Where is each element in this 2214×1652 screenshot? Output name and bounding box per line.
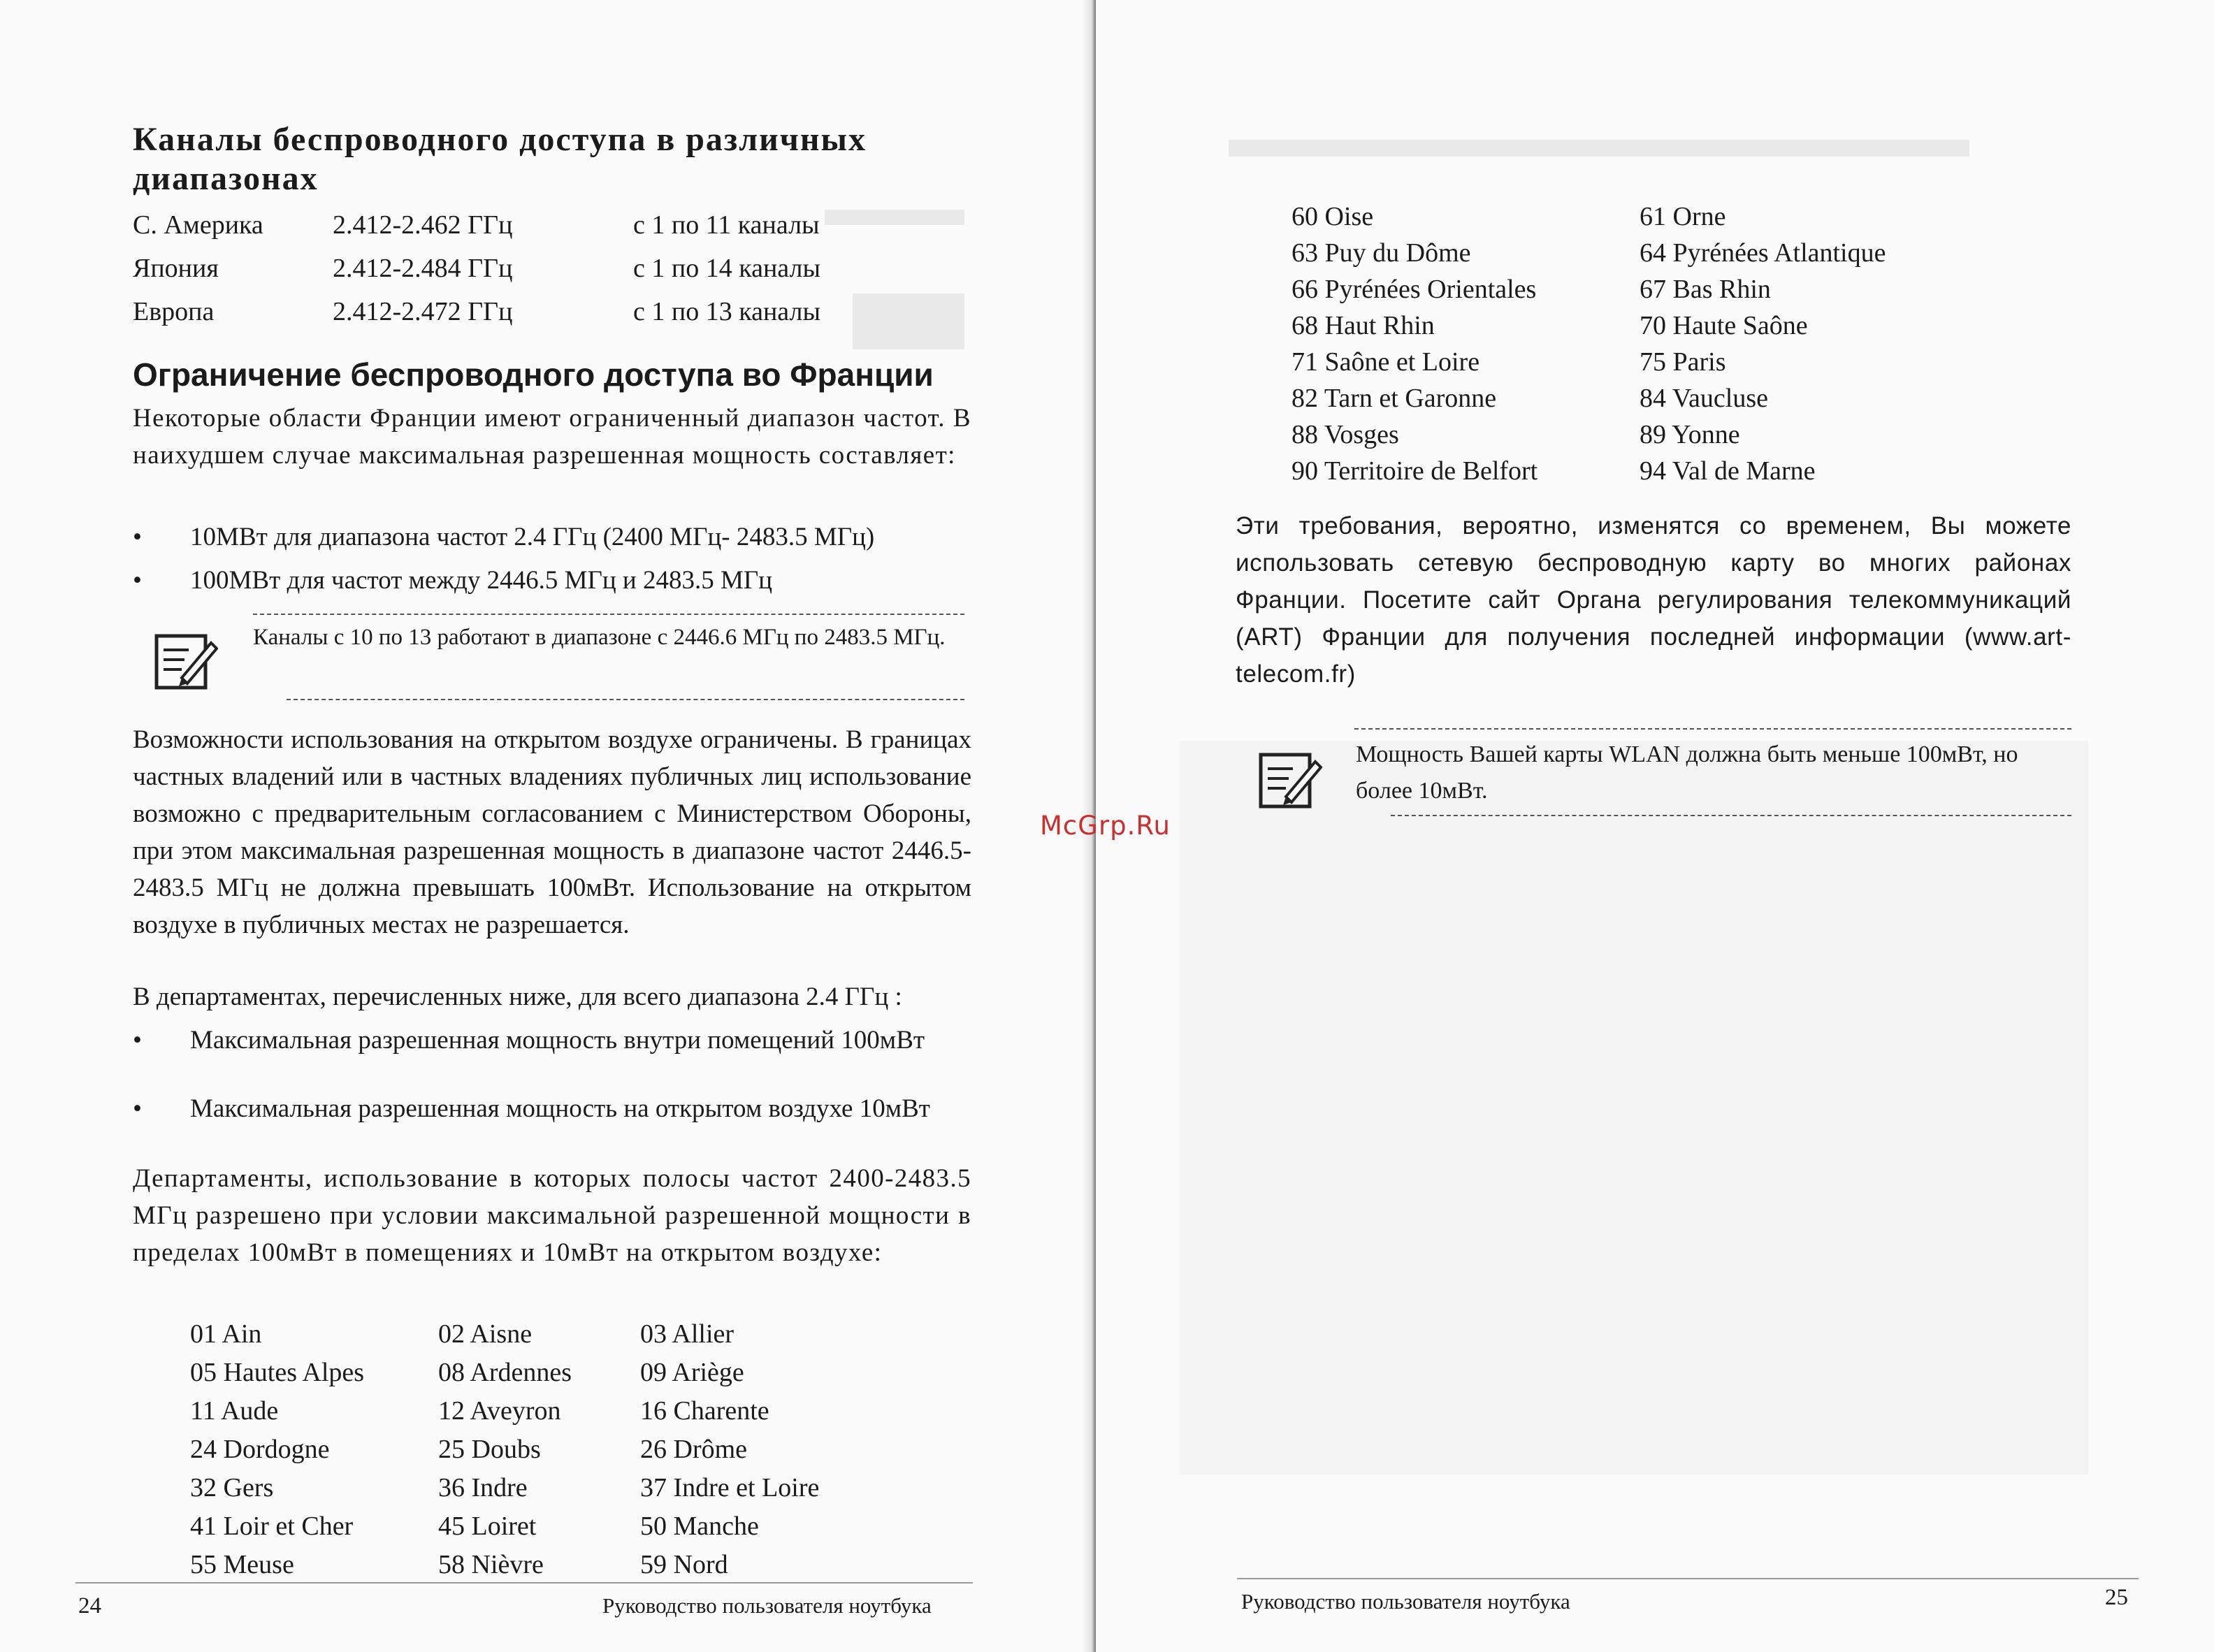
- note-divider: [253, 614, 964, 615]
- band-region: Япония: [133, 254, 219, 283]
- dept-row: [1292, 416, 1990, 453]
- dept-row: [1292, 344, 1990, 380]
- dept-item: 88 Vosges: [1292, 420, 1399, 449]
- dept-item: 84 Vaucluse: [1640, 384, 1768, 413]
- footer-title: Руководство пользователя ноутбука: [1241, 1589, 1570, 1614]
- note-pencil-icon: [154, 629, 218, 693]
- dept-item: 55 Meuse: [190, 1550, 294, 1579]
- outdoor-paragraph: Возможности использования на открытом воздухе ограничены. В границах частных владений или в частных владениях публичных лиц использование возможно с предварительным согласованием с Министерством Обороны, при этом максимальная разрешенная мощность в диапазоне частот 2446.5- 2483.5 МГц не должна превышать 100мВт. Использование на открытом воздухе в публичных местах не разрешается.: [133, 725, 971, 939]
- dept-item: 71 Saône et Loire: [1292, 347, 1480, 377]
- dept-item: 63 Puy du Dôme: [1292, 238, 1471, 268]
- dept-item: 89 Yonne: [1640, 420, 1740, 449]
- dept-row: [1292, 198, 1990, 235]
- dept-bullet-text: Максимальная разрешенная мощность на открытом воздухе 10мВт: [190, 1094, 930, 1123]
- departments-paragraph: Департаменты, использование в которых полосы частот 2400-2483.5 МГц разрешено при условии максимальной разрешенной мощности в пределах 100мВт в помещениях и 10мВт на открытом воздухе:: [133, 1164, 971, 1267]
- dept-bullet-text: Максимальная разрешенная мощность внутри помещений 100мВт: [190, 1026, 925, 1055]
- dept-row: [1292, 271, 1990, 307]
- france-heading: Ограничение беспроводного доступа во Франции: [133, 356, 934, 393]
- dept-row: [190, 1315, 980, 1353]
- dept-item: 02 Aisne: [438, 1319, 533, 1349]
- dept-row: [190, 1546, 980, 1584]
- band-row: [133, 291, 978, 333]
- dept-item: 67 Bas Rhin: [1640, 275, 1771, 304]
- dept-item: 03 Allier: [640, 1319, 735, 1349]
- dept-item: 11 Aude: [190, 1396, 279, 1426]
- dept-item: 60 Oise: [1292, 202, 1374, 231]
- band-region: Европа: [133, 297, 215, 326]
- dept-row: [1292, 307, 1990, 344]
- note-channels: Каналы с 10 по 13 работают в диапазоне с 2446.6 МГц по 2483.5 МГц.: [253, 625, 946, 650]
- dept-item: 09 Ariège: [640, 1358, 744, 1387]
- footer-rule: [75, 1582, 973, 1584]
- france-intro: Некоторые области Франции имеют ограниченный диапазон частот. В наихудшем случае максимальная разрешенная мощность составляет:: [133, 404, 971, 470]
- requirements-paragraph: Эти требования, вероятно, изменятся со временем, Вы можете использовать сетевую беспроводную карту во многих районах Франции. Посетите сайт Органа регулирования телекоммуникаций (ART) Франции для получения последней информации (www.art-telecom.fr): [1236, 512, 2071, 688]
- bleed-through: [1229, 140, 1969, 157]
- dept-item: 26 Drôme: [640, 1435, 748, 1464]
- bleed-through: [1180, 741, 2088, 1475]
- dept-item: 41 Loir et Cher: [190, 1512, 354, 1541]
- band-region: С. Америка: [133, 210, 263, 240]
- power-bullet-text: 10МВт для диапазона частот 2.4 ГГц (2400 МГц- 2483.5 МГц): [190, 523, 875, 551]
- dept-row: [1292, 235, 1990, 271]
- dept-row: [1292, 380, 1990, 416]
- note-wlan: Мощность Вашей карты WLAN должна быть меньше 100мВт, но более 10мВт.: [1356, 741, 2018, 804]
- band-row: [133, 247, 978, 289]
- dept-row: [190, 1392, 980, 1430]
- dept-item: 32 Gers: [190, 1473, 274, 1502]
- dept-item: 12 Aveyron: [438, 1396, 561, 1426]
- dept-item: 64 Pyrénées Atlantique: [1640, 238, 1886, 268]
- dept-item: 25 Doubs: [438, 1435, 541, 1464]
- band-range: 2.412-2.484 ГГц: [333, 254, 513, 283]
- dept-item: 90 Territoire de Belfort: [1292, 456, 1538, 486]
- dept-item: 58 Nièvre: [438, 1550, 544, 1579]
- dept-item: 94 Val de Marne: [1640, 456, 1816, 486]
- footer-title: Руководство пользователя ноутбука: [602, 1593, 932, 1618]
- watermark: McGrp.Ru: [1040, 811, 1171, 841]
- dept-row: [1292, 453, 1990, 489]
- channels-heading: Каналы беспроводного доступа в различных диапазонах: [133, 121, 867, 197]
- dept-item: 45 Loiret: [438, 1512, 537, 1541]
- note-pencil-icon: [1258, 748, 1322, 812]
- dept-item: 68 Haut Rhin: [1292, 311, 1435, 340]
- note-divider: [1354, 728, 2071, 730]
- dept-item: 59 Nord: [640, 1550, 728, 1579]
- dept-item: 24 Dordogne: [190, 1435, 330, 1464]
- note-divider: [287, 699, 964, 700]
- power-bullet-text: 100МВт для частот между 2446.5 МГц и 2483.5 МГц: [190, 566, 773, 595]
- band-range: 2.412-2.472 ГГц: [333, 297, 513, 326]
- dept-item: 75 Paris: [1640, 347, 1726, 377]
- left-page: Каналы беспроводного доступа в различных диапазонах С. Америка 2.412-2.462 ГГц с 1 по 11 каналы Япония 2.412-2.484 ГГц с 1 по 14 каналы Европа 2.412-2.472 ГГц с 1 по 13 каналы Ограничение беспроводного доступа во Франции Некоторые области Франции имеют ограниченный диапазон частот. В наихудшем случае максимальная разрешенная мощность составляет: • 10МВт для диапазона частот 2.4 ГГц (2400 МГц- 2483.5 МГц) • 100МВт для частот между 2446.5 МГц и 2483.5 МГц Каналы с 10 по 13 работают в диапазоне с 2446.6 МГц по 2483.5 МГц. Возможности использования на открытом воздухе ограничены. В границах частных владений или в частных владениях публичных лиц использование возможно с предварительным согласованием с Министерством Обороны, при этом максимальная разрешенная мощность в диапазоне частот 2446.5- 2483.5 МГц не должна превышать 100мВт. Использование на открытом воздухе в публичных местах не разрешается. В департаментах, перечисленных ниже, для всего диапазона 2.4 ГГц : • Максимальная разрешенная мощность внутри помещений 100мВт • Максимальная разрешенная мощность на открытом воздухе 10мВт Департаменты, использование в которых полосы частот 2400-2483.5 МГц разрешено при условии максимальной разрешенной мощности в пределах 100мВт в помещениях и 10мВт на открытом воздухе: 01 Ain 02 Aisne 03 Allier 05 Hautes Alpes 08 Ardennes 09 Ariège 11 Aude 12 Aveyron 16 Charente 24 Dordogne 25 Doubs 26 Drôme 32 Gers 36 Indre 37 Indre et Loire 41 Loir et Cher 45 Loiret 50 Manche 55 Meuse 58 Nièvre 59 Nord 24 Руководство пользователя ноутбука: [0, 0, 1094, 1652]
- dept-item: 37 Indre et Loire: [640, 1473, 820, 1502]
- dept-row: [190, 1430, 980, 1468]
- dept-item: 50 Manche: [640, 1512, 759, 1541]
- dept-item: 16 Charente: [640, 1396, 769, 1426]
- dept-item: 66 Pyrénées Orientales: [1292, 275, 1537, 304]
- band-row: [133, 204, 978, 246]
- dept-item: 61 Orne: [1640, 202, 1726, 231]
- dept-row: [190, 1354, 980, 1391]
- dept-item: 82 Tarn et Garonne: [1292, 384, 1497, 413]
- band-range: 2.412-2.462 ГГц: [333, 210, 513, 240]
- page-number: 25: [2105, 1585, 2128, 1610]
- note-divider: [1391, 815, 2071, 816]
- dept-item: 08 Ardennes: [438, 1358, 572, 1387]
- dept-item: 70 Haute Saône: [1640, 311, 1808, 340]
- dept-item: 01 Ain: [190, 1319, 262, 1349]
- band-channels: с 1 по 13 каналы: [633, 297, 820, 326]
- band-channels: с 1 по 11 каналы: [633, 210, 820, 240]
- band-channels: с 1 по 14 каналы: [633, 254, 820, 283]
- page-number: 24: [78, 1593, 101, 1618]
- departments-intro: В департаментах, перечисленных ниже, для всего диапазона 2.4 ГГц :: [133, 983, 902, 1011]
- dept-item: 05 Hautes Alpes: [190, 1358, 365, 1387]
- dept-row: [190, 1507, 980, 1545]
- dept-item: 36 Indre: [438, 1473, 528, 1502]
- footer-rule: [1237, 1578, 2139, 1579]
- dept-row: [190, 1469, 980, 1507]
